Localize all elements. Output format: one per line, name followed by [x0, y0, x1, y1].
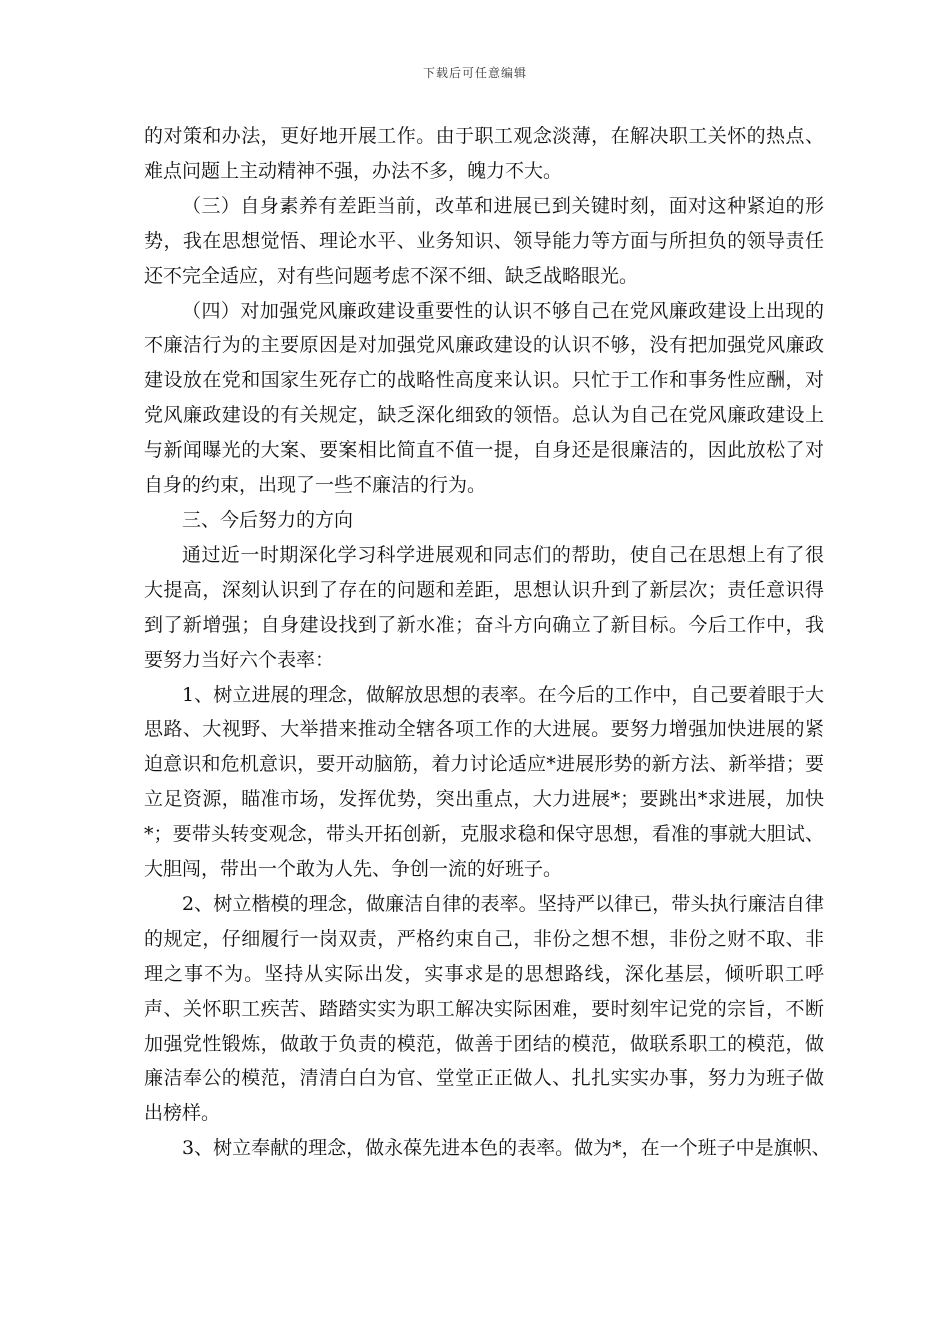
- page-header-note: 下载后可任意编辑: [422, 66, 527, 80]
- paragraph-continuation: 的对策和办法，更好地开展工作。由于职工观念淡薄，在解决职工关怀的热点、难点问题上主动精神不强，办法不多，魄力不大。: [144, 125, 824, 182]
- paragraph-intro-six-models: 通过近一时期深化学习科学进展观和同志们的帮助，使自己在思想上有了很大提高，深刻认识到了存在的问题和差距，思想认识升到了新层次；责任意识得到了新增强；自身建设找到了新水准；奋斗方向确立了新目标。今后工作中，我要努力当好六个表率：: [144, 543, 824, 671]
- section-heading-future-direction: 三、今后努力的方向: [182, 508, 354, 531]
- paragraph-item-1: 1、树立进展的理念，做解放思想的表率。在今后的工作中，自己要着眼于大思路、大视野、大举措来推动全辖各项工作的大进展。要努力增强加快进展的紧迫意识和危机意识，要开动脑筋，着力讨论适应*进展形势的新方法、新举措；要立足资源，瞄准市场，发挥优势，突出重点，大力进展*；要跳出*求进展，加快*；要带头转变观念，带头开拓创新，克服求稳和保守思想，看准的事就大胆试、大胆闯，带出一个敢为人先、争创一流的好班子。: [144, 683, 824, 881]
- paragraph-section-4: （四）对加强党风廉政建设重要性的认识不够自己在党风廉政建设上出现的不廉洁行为的主要原因是对加强党风廉政建设的认识不够，没有把加强党风廉政建设放在党和国家生死存亡的战略性高度来认识。只忙于工作和事务性应酬，对党风廉政建设的有关规定，缺乏深化细致的领悟。总认为自己在党风廉政建设上与新闻曝光的大案、要案相比简直不值一提，自身还是很廉洁的，因此放松了对自身的约束，出现了一些不廉洁的行为。: [144, 299, 824, 497]
- document-body: [144, 119, 831, 1166]
- paragraph-item-3: 3、树立奉献的理念，做永葆先进本色的表率。做为*，在一个班子中是旗帜、: [182, 1137, 831, 1160]
- paragraph-item-2: 2、树立楷模的理念，做廉洁自律的表率。坚持严以律已，带头执行廉洁自律的规定，仔细履行一岗双责，严格约束自己，非份之想不想，非份之财不取、非理之事不为。坚持从实际出发，实事求是的思想路线，深化基层，倾听职工呼声、关怀职工疾苦、踏踏实实为职工解决实际困难，要时刻牢记党的宗旨，不断加强党性锻炼，做敢于负责的模范，做善于团结的模范，做联系职工的模范，做廉洁奉公的模范，清清白白为官、堂堂正正做人、扎扎实实办事，努力为班子做出榜样。: [144, 892, 824, 1125]
- paragraph-section-3: （三）自身素养有差距当前，改革和进展已到关键时刻，面对这种紧迫的形势，我在思想觉悟、理论水平、业务知识、领导能力等方面与所担负的领导责任还不完全适应，对有些问题考虑不深不细、缺乏战略眼光。: [144, 194, 824, 287]
